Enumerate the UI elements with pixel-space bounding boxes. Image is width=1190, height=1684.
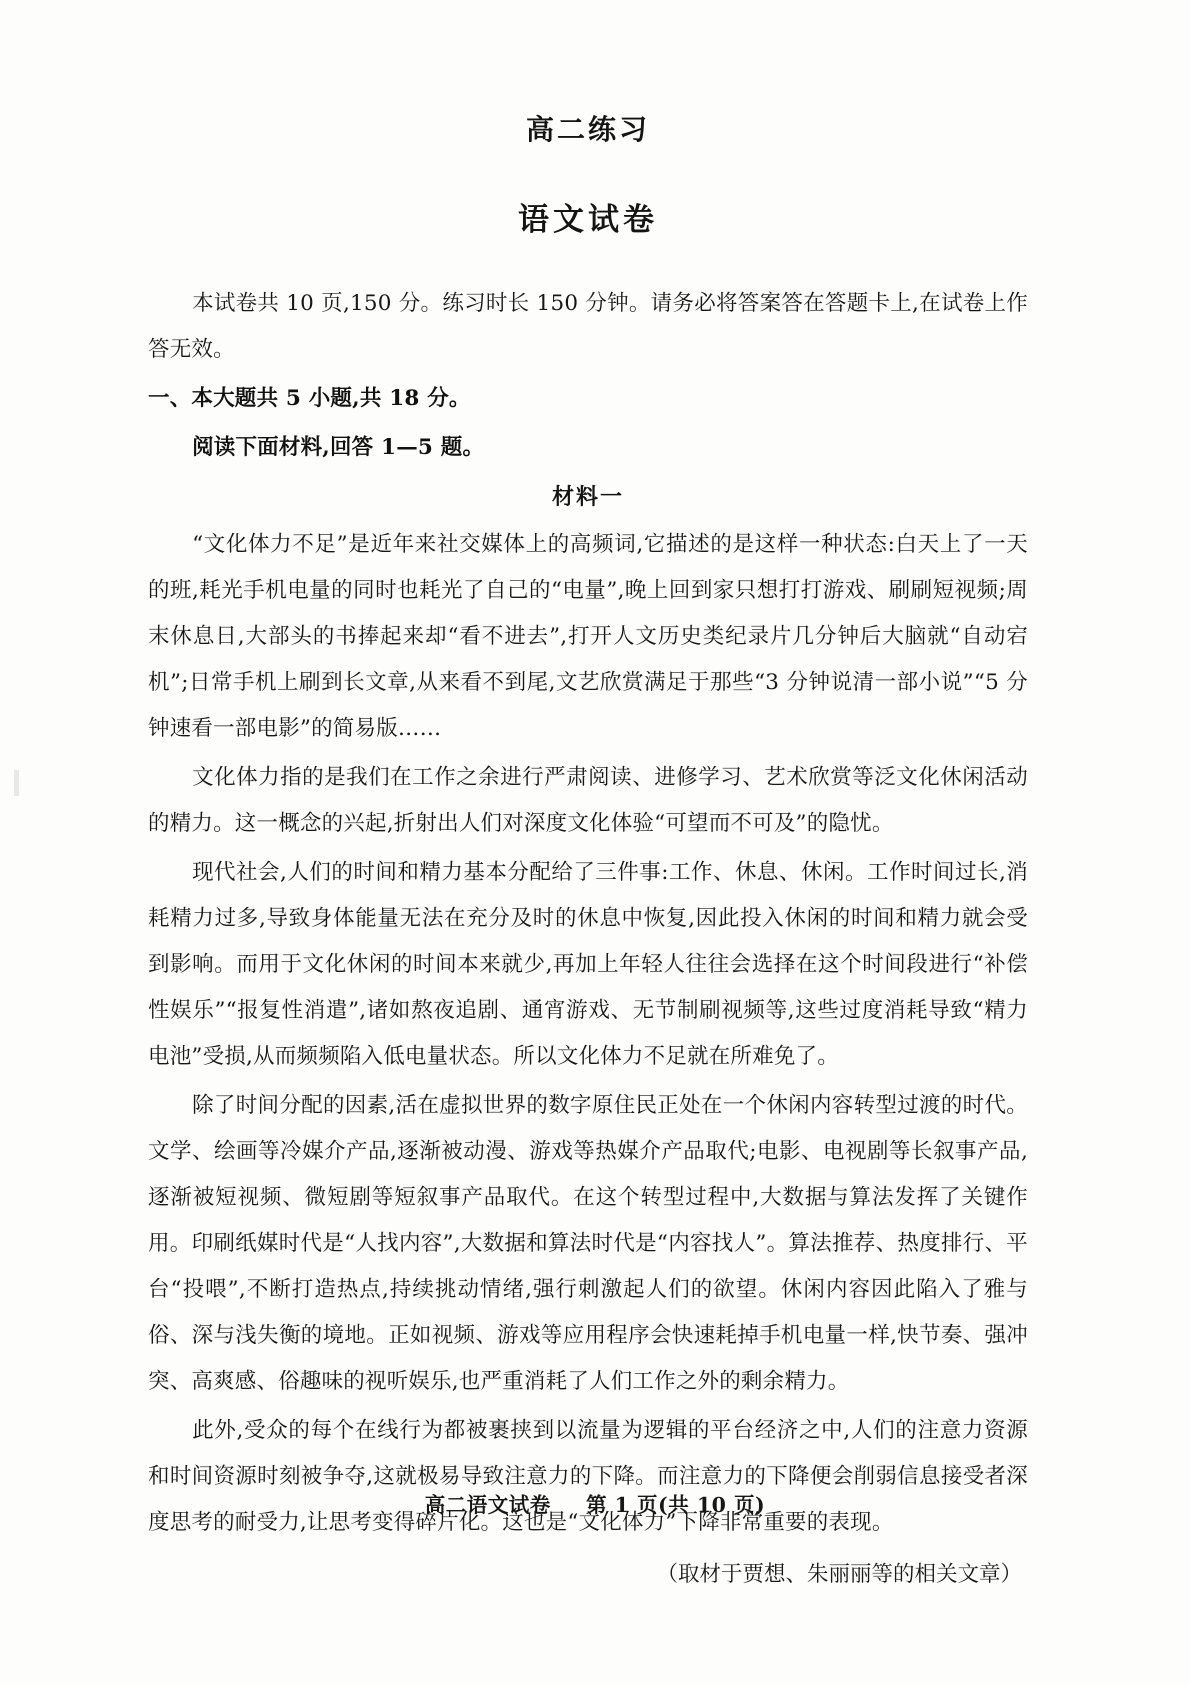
source-attribution: （取材于贾想、朱丽丽等的相关文章）	[656, 1562, 1022, 1587]
material-heading: 材料一	[551, 484, 624, 510]
section-heading-one: 一、本大题共 5 小题,共 18 分。	[148, 386, 471, 411]
reading-prompt: 阅读下面材料,回答 1—5 题。	[192, 435, 485, 460]
material-paragraph-5: 此外,受众的每个在线行为都被裹挟到以流量为逻辑的平台经济之中,人们的注意力资源和时间资源时刻被争夺,这就极易导致注意力的下降。而注意力的下降便会削弱信息接受者深度思考的耐受力,让思考变得碎片化。这也是“文化体力”下降非常重要的表现。	[148, 1418, 1028, 1535]
page-footer	[0, 1488, 1190, 1518]
exam-instructions: 本试卷共 10 页,150 分。练习时长 150 分钟。请务必将答案答在答题卡上,在试卷上作答无效。	[148, 291, 1028, 362]
material-paragraph-4: 除了时间分配的因素,活在虚拟世界的数字原住民正处在一个休闲内容转型过渡的时代。文学、绘画等冷媒介产品,逐渐被动漫、游戏等热媒介产品取代;电影、电视剧等长叙事产品,逐渐被短视频、微短剧等短叙事产品取代。在这个转型过程中,大数据与算法发挥了关键作用。印刷纸媒时代是“人找内容”,大数据和算法时代是“内容找人”。算法推荐、热度排行、平台“投喂”,不断打造热点,持续挑动情绪,强行刺激起人们的欲望。休闲内容因此陷入了雅与俗、深与浅失衡的境地。正如视频、游戏等应用程序会快速耗掉手机电量一样,快节奏、强冲突、高爽感、俗趣味的视听娱乐,也严重消耗了人们工作之外的剩余精力。	[148, 1093, 1028, 1394]
footer-page-number: 第 1 页(共 10 页)	[586, 1493, 766, 1517]
material-paragraph-1: “文化体力不足”是近年来社交媒体上的高频词,它描述的是这样一种状态:白天上了一天的班,耗光手机电量的同时也耗光了自己的“电量”,晚上回到家只想打打游戏、刷刷短视频;周末休息日,大部头的书捧起来却“看不进去”,打开人文历史类纪录片几分钟后大脑就“自动宕机”;日常手机上刷到长文章,从来看不到尾,文艺欣赏满足于那些“3 分钟说清一部小说”“5 分钟速看一部电影”的简易版……	[148, 532, 1028, 741]
page-subtitle: 语文试卷	[518, 202, 658, 238]
document-body	[148, 108, 1028, 1598]
page-title: 高二练习	[525, 113, 650, 146]
footer-exam-name: 高二语文试卷	[424, 1493, 551, 1517]
material-paragraph-3: 现代社会,人们的时间和精力基本分配给了三件事:工作、休息、休闲。工作时间过长,消耗精力过多,导致身体能量无法在充分及时的休息中恢复,因此投入休闲的时间和精力就会受到影响。而用于文化休闲的时间本来就少,再加上年轻人往往会选择在这个时间段进行“补偿性娱乐”“报复性消遣”,诸如熬夜追剧、通宵游戏、无节制刷视频等,这些过度消耗导致“精力电池”受损,从而频频陷入低电量状态。所以文化体力不足就在所难免了。	[148, 860, 1028, 1069]
scan-edge-artifact	[14, 770, 19, 796]
material-paragraph-2: 文化体力指的是我们在工作之余进行严肃阅读、进修学习、艺术欣赏等泛文化休闲活动的精力。这一概念的兴起,折射出人们对深度文化体验“可望而不可及”的隐忧。	[148, 765, 1028, 836]
